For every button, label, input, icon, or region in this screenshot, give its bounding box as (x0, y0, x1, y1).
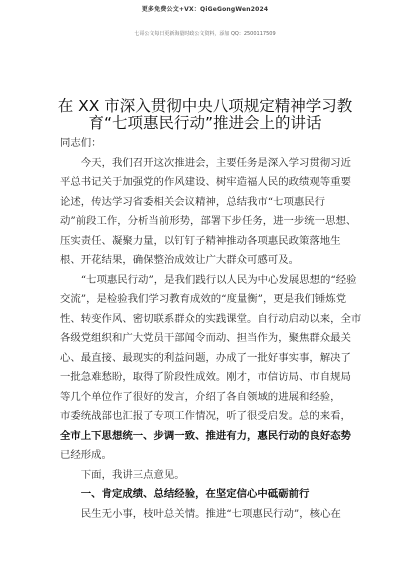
document-body (60, 134, 360, 524)
paragraph-line: 压实责任、凝聚力量，以钉钉子精神推动各项惠民政策落地生 (60, 234, 341, 247)
paragraph-line: 今天，我们召开这次推进会，主要任务是深入学习贯彻习近 (80, 156, 351, 169)
paragraph-line: 民生无小事，枝叶总关情。推进“七项惠民行动”，核心在 (80, 507, 341, 520)
paragraph-line: 论述，传达学习省委相关会议精神，总结我市“七项惠民行 (60, 195, 326, 208)
paragraph-line: 性、转变作风、密切联系群众的实践课堂。自行动启动以来，全市 (60, 312, 362, 325)
paragraph-line: 各级党组织和广大党员干部闻令而动、担当作为，聚焦群众最关 (60, 332, 351, 344)
watermark-subheader: 七哥公文每日更新海量时政公文资料，添加 QQ：2500117509 (134, 31, 276, 37)
paragraph-line: 下面，我讲三点意见。 (80, 468, 185, 481)
paragraph-line: 市委统战部也汇报了专项工作情况，听了很受启发。总的来看， (60, 410, 351, 422)
paragraph-line: 交流”，是检验我们学习教育成效的“度量衡”，更是我们锤炼党 (60, 293, 347, 305)
document-title-line-2: 育“七项惠民行动”推进会上的讲话 (88, 114, 322, 132)
paragraph-line: 一批急难愁盼，取得了阶段性成效。刚才，市信访局、市自规局 (60, 371, 351, 383)
paragraph-line: “七项惠民行动”，是我们践行以人民为中心发展思想的“经验 (80, 273, 357, 286)
paragraph-line: 心、最直接、最现实的利益问题，办成了一批好事实事，解决了 (60, 351, 351, 364)
greeting: 同志们： (60, 137, 102, 149)
paragraph-line: 全市上下思想统一、步调一致、推进有力，惠民行动的良好态势 (60, 429, 351, 442)
paragraph-line: 根、开花结果，确保整治成效让广大群众可感可及。 (60, 254, 299, 266)
paragraph-line: 动”前段工作，分析当前形势，部署下步任务，进一步统一思想、 (60, 215, 357, 227)
section-heading: 一、肯定成绩、总结经验，在坚定信心中砥砺前行 (80, 488, 310, 500)
watermark-header: 更多免费公文+VX：QiGeGongWen2024 (141, 6, 269, 13)
paragraph-line: 等几个单位作了很好的发言，介绍了各自领域的进展和经验， (60, 390, 341, 403)
document-title-line-1: 在 XX 市深入贯彻中央八项规定精神学习教 (57, 97, 353, 115)
paragraph-line: 平总书记关于加强党的作风建设、树牢造福人民的政绩观等重要 (60, 176, 351, 188)
paragraph-line: 已经形成。 (60, 449, 112, 461)
